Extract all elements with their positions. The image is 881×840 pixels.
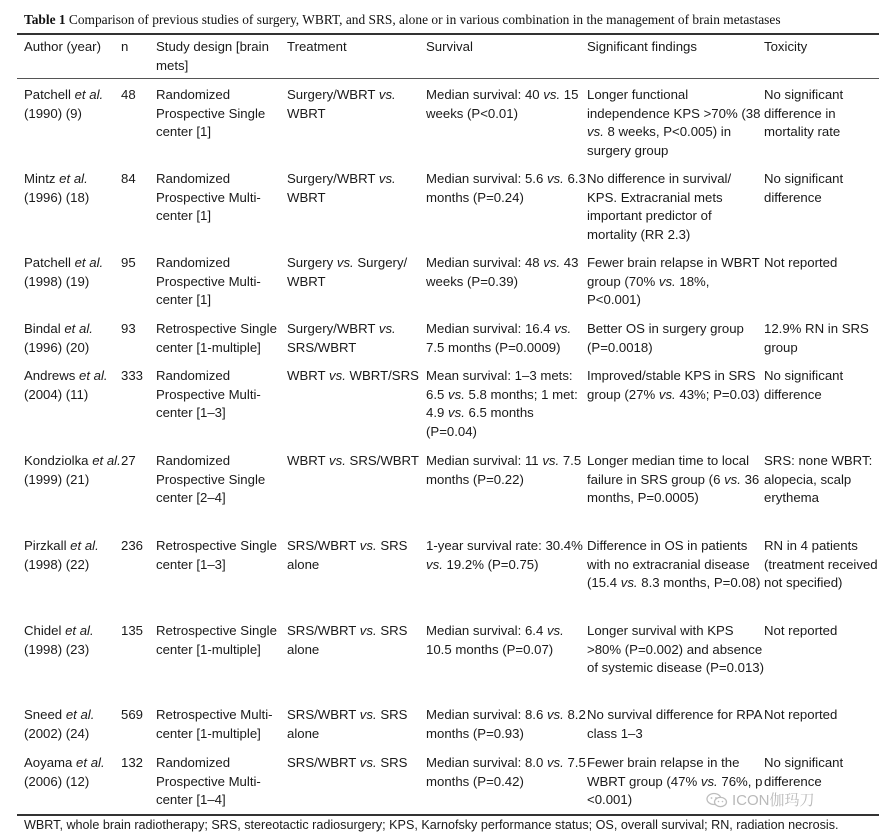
header-n: n bbox=[121, 39, 129, 54]
cell-study-design: Retrospective Single center [1-multiple] bbox=[156, 623, 277, 657]
header-row bbox=[17, 35, 879, 78]
cell-toxicity: Not reported bbox=[764, 255, 838, 270]
header-study-design: Study design [brain mets] bbox=[156, 39, 269, 73]
table-footnote: WBRT, whole brain radiotherapy; SRS, stereotactic radiosurgery; KPS, Karnofsky performance status; OS, overall survival; RN, radiation necrosis. bbox=[24, 818, 839, 832]
cell-n: 95 bbox=[121, 255, 136, 270]
table-row bbox=[17, 359, 879, 444]
cell-author: Bindal et al. (1996) (20) bbox=[24, 321, 93, 355]
cell-survival: Median survival: 40 vs. 15 weeks (P<0.01) bbox=[426, 87, 579, 121]
cell-study-design: Randomized Prospective Multi-center [1] bbox=[156, 255, 261, 308]
table-label: Table 1 bbox=[24, 12, 66, 27]
cell-author: Mintz et al. (1996) (18) bbox=[24, 171, 90, 205]
cell-author: Sneed et al. (2002) (24) bbox=[24, 707, 95, 741]
cell-n: 48 bbox=[121, 87, 136, 102]
cell-survival: Median survival: 11 vs. 7.5 months (P=0.22) bbox=[426, 453, 582, 487]
cell-survival: Median survival: 8.0 vs. 7.5 months (P=0.42) bbox=[426, 755, 586, 789]
bottom-rule bbox=[17, 814, 879, 816]
cell-treatment: WBRT vs. SRS/WBRT bbox=[287, 453, 419, 468]
table-row bbox=[17, 529, 879, 614]
cell-study-design: Retrospective Multi-center [1-multiple] bbox=[156, 707, 273, 741]
cell-study-design: Randomized Prospective Multi-center [1] bbox=[156, 171, 261, 224]
cell-author: Pirzkall et al. (1998) (22) bbox=[24, 538, 99, 572]
cell-treatment: SRS/WBRT vs. SRS bbox=[287, 755, 408, 770]
cell-treatment: SRS/WBRT vs. SRS alone bbox=[287, 538, 408, 572]
header-author: Author (year) bbox=[24, 39, 101, 54]
cell-n: 135 bbox=[121, 623, 144, 638]
watermark bbox=[706, 789, 815, 810]
cell-survival: Median survival: 6.4 vs. 10.5 months (P=0.07) bbox=[426, 623, 564, 657]
cell-study-design: Retrospective Single center [1-multiple] bbox=[156, 321, 277, 355]
cell-survival: 1-year survival rate: 30.4% vs. 19.2% (P=0.75) bbox=[426, 538, 583, 572]
table-row bbox=[17, 698, 879, 746]
header-survival: Survival bbox=[426, 39, 473, 54]
cell-survival: Median survival: 8.6 vs. 8.2 months (P=0.93) bbox=[426, 707, 586, 741]
cell-author: Chidel et al. (1998) (23) bbox=[24, 623, 94, 657]
cell-author: Patchell et al. (1998) (19) bbox=[24, 255, 104, 289]
table-caption bbox=[24, 12, 874, 28]
cell-treatment: Surgery/WBRT vs. SRS/WBRT bbox=[287, 321, 396, 355]
comparison-table bbox=[17, 35, 879, 810]
cell-findings: No difference in survival/ KPS. Extracranial mets important predictor of mortality (RR 2.3) bbox=[587, 171, 732, 243]
cell-treatment: Surgery vs. Surgery/ WBRT bbox=[287, 255, 408, 289]
cell-toxicity: No significant difference bbox=[764, 171, 844, 205]
cell-findings: Fewer brain relapse in the WBRT group (47% vs. 76%, p <0.001) bbox=[587, 755, 763, 808]
cell-author: Aoyama et al. (2006) (12) bbox=[24, 755, 105, 789]
cell-n: 84 bbox=[121, 171, 136, 186]
cell-findings: Longer functional independence KPS >70% (38 vs. 8 weeks, P<0.005) in surgery group bbox=[587, 87, 761, 159]
cell-findings: Longer survival with KPS >80% (P=0.002) and absence of systemic disease (P=0.013) bbox=[587, 623, 765, 676]
table-row bbox=[17, 246, 879, 312]
cell-study-design: Randomized Prospective Single center [1] bbox=[156, 87, 266, 140]
cell-survival: Median survival: 48 vs. 43 weeks (P=0.39) bbox=[426, 255, 579, 289]
table-body bbox=[17, 78, 879, 810]
cell-findings: Fewer brain relapse in WBRT group (70% vs. 18%, P<0.001) bbox=[587, 255, 760, 308]
cell-n: 333 bbox=[121, 368, 144, 383]
cell-toxicity: Not reported bbox=[764, 707, 838, 722]
cell-findings: Improved/stable KPS in SRS group (27% vs. 43%; P=0.03) bbox=[587, 368, 760, 402]
wechat-icon bbox=[706, 792, 728, 808]
cell-study-design: Randomized Prospective Multi-center [1–4] bbox=[156, 755, 261, 808]
table-row bbox=[17, 78, 879, 162]
cell-findings: Better OS in surgery group (P=0.0018) bbox=[587, 321, 744, 355]
cell-findings: Longer median time to local failure in SRS group (6 vs. 36 months, P=0.0005) bbox=[587, 453, 760, 506]
cell-n: 93 bbox=[121, 321, 136, 336]
cell-toxicity: RN in 4 patients (treatment received not specified) bbox=[764, 538, 878, 591]
cell-treatment: Surgery/WBRT vs. WBRT bbox=[287, 87, 396, 121]
table-row bbox=[17, 312, 879, 359]
table-caption-text: Comparison of previous studies of surgery, WBRT, and SRS, alone or in various combination in the management of brain metastases bbox=[68, 12, 781, 27]
cell-survival: Mean survival: 1–3 mets: 6.5 vs. 5.8 months; 1 met: 4.9 vs. 6.5 months (P=0.04) bbox=[426, 368, 578, 440]
cell-n: 27 bbox=[121, 453, 136, 468]
cell-toxicity: 12.9% RN in SRS group bbox=[764, 321, 869, 355]
cell-n: 236 bbox=[121, 538, 144, 553]
cell-study-design: Retrospective Single center [1–3] bbox=[156, 538, 277, 572]
header-findings: Significant findings bbox=[587, 39, 697, 54]
table-row bbox=[17, 614, 879, 698]
table-row bbox=[17, 444, 879, 529]
cell-author: Andrews et al. (2004) (11) bbox=[24, 368, 108, 402]
cell-findings: Difference in OS in patients with no extracranial disease (15.4 vs. 8.3 months, P=0.08) bbox=[587, 538, 761, 591]
header-toxicity: Toxicity bbox=[764, 39, 808, 54]
cell-treatment: Surgery/WBRT vs. WBRT bbox=[287, 171, 396, 205]
cell-survival: Median survival: 16.4 vs. 7.5 months (P=0.0009) bbox=[426, 321, 572, 355]
table-row bbox=[17, 162, 879, 246]
cell-study-design: Randomized Prospective Single center [2–4] bbox=[156, 453, 266, 506]
cell-toxicity: No significant difference in mortality rate bbox=[764, 87, 844, 140]
header-treatment: Treatment bbox=[287, 39, 347, 54]
cell-n: 569 bbox=[121, 707, 144, 722]
cell-toxicity: Not reported bbox=[764, 623, 838, 638]
cell-author: Patchell et al. (1990) (9) bbox=[24, 87, 104, 121]
cell-toxicity: No significant difference bbox=[764, 755, 844, 789]
cell-toxicity: No significant difference bbox=[764, 368, 844, 402]
cell-study-design: Randomized Prospective Multi-center [1–3] bbox=[156, 368, 261, 421]
cell-treatment: WBRT vs. WBRT/SRS bbox=[287, 368, 419, 383]
cell-treatment: SRS/WBRT vs. SRS alone bbox=[287, 707, 408, 741]
cell-treatment: SRS/WBRT vs. SRS alone bbox=[287, 623, 408, 657]
watermark-text: ICON伽玛刀 bbox=[732, 792, 815, 809]
cell-findings: No survival difference for RPA class 1–3 bbox=[587, 707, 762, 741]
cell-toxicity: SRS: none WBRT: alopecia, scalp erythema bbox=[764, 453, 873, 506]
cell-survival: Median survival: 5.6 vs. 6.3 months (P=0.24) bbox=[426, 171, 586, 205]
cell-n: 132 bbox=[121, 755, 144, 770]
cell-author: Kondziolka et al. (1999) (21) bbox=[24, 453, 121, 487]
